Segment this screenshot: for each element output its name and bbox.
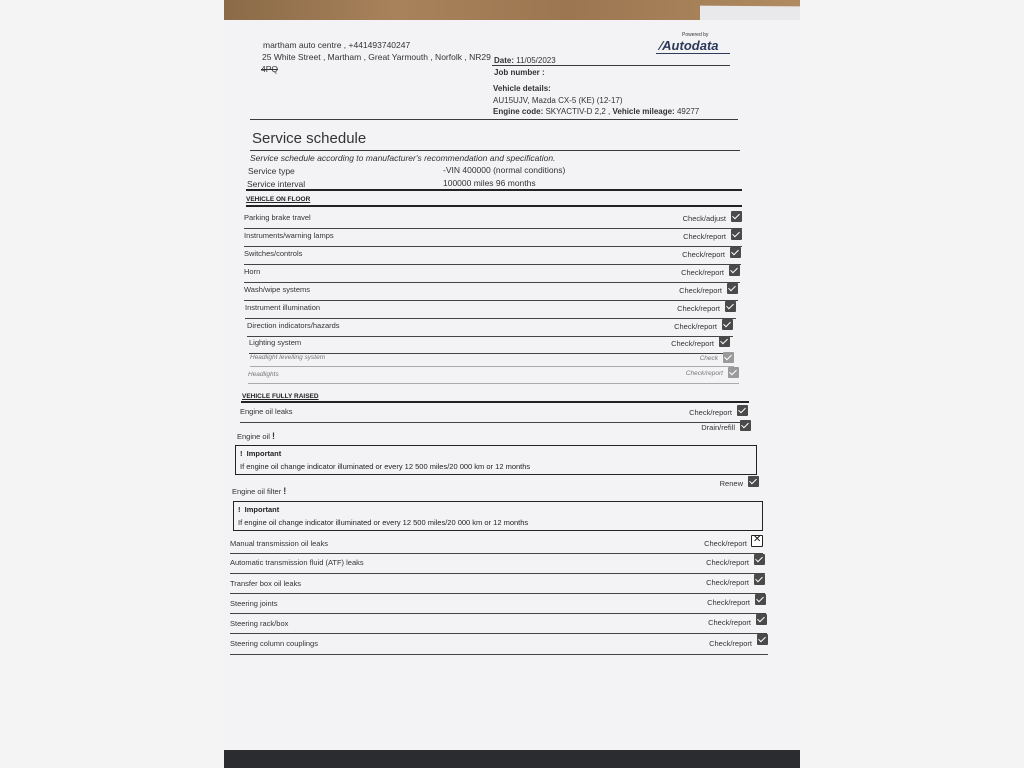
item-label: Instruments/warning lamps xyxy=(244,231,334,240)
checkbox-checked[interactable] xyxy=(731,211,742,222)
checkbox-crossed[interactable] xyxy=(751,535,763,547)
checkbox-checked[interactable] xyxy=(737,405,748,416)
important-text: If engine oil change indicator illuminated or every 12 500 miles/20 000 km or 12 months xyxy=(238,518,529,527)
item-label: Headlights xyxy=(248,371,279,378)
checkbox-checked[interactable] xyxy=(729,265,740,276)
item-label: Wash/wipe systems xyxy=(244,285,310,294)
item-action: Check/report xyxy=(681,268,724,277)
logo-underline xyxy=(656,53,730,54)
list-item xyxy=(245,301,736,319)
address-line-2: 25 White Street , Martham , Great Yarmouth , Norfolk , NR29 xyxy=(262,52,491,62)
item-action: Check/report xyxy=(706,578,749,587)
item-action: Check/report xyxy=(706,558,749,567)
item-label: Steering joints xyxy=(230,599,278,608)
header-rule-1 xyxy=(492,65,730,66)
checkbox-checked[interactable] xyxy=(740,420,751,431)
item-label: Instrument illumination xyxy=(245,303,321,312)
item-action: Check/report xyxy=(685,370,723,377)
item-label: Lighting system xyxy=(249,338,302,347)
header-bottom-rule xyxy=(250,119,738,120)
list-item xyxy=(244,229,742,247)
warning-icon: ! xyxy=(238,505,241,514)
list-item xyxy=(247,319,733,337)
list-item xyxy=(230,634,768,655)
list-item xyxy=(244,283,738,301)
row-divider xyxy=(230,654,768,655)
title-rule xyxy=(250,150,740,151)
item-label: Manual transmission oil leaks xyxy=(230,539,328,548)
item-action: Check/report xyxy=(683,232,726,241)
item-label: Headlight levelling system xyxy=(250,354,326,361)
service-type-value: -VIN 400000 (normal conditions) xyxy=(443,165,566,175)
list-item xyxy=(244,265,740,283)
checkbox-checked[interactable] xyxy=(756,614,767,625)
important-heading: ! Important xyxy=(238,505,280,514)
important-heading: ! Important xyxy=(240,449,282,458)
section-vehicle-on-floor: VEHICLE ON FLOOR xyxy=(246,196,311,203)
item-label: Engine oil ! xyxy=(237,431,275,441)
checkbox-checked[interactable] xyxy=(728,367,739,378)
checkbox-checked[interactable] xyxy=(754,574,765,585)
service-interval-value: 100000 miles 96 months xyxy=(443,178,536,188)
item-label: Steering rack/box xyxy=(230,619,289,628)
item-action: Check/report xyxy=(708,618,751,627)
checkbox-checked[interactable] xyxy=(725,301,736,312)
service-type-label: Service type xyxy=(248,166,295,176)
service-interval-label: Service interval xyxy=(247,179,306,189)
checkbox-checked[interactable] xyxy=(722,319,733,330)
address-line-3: 4PQ xyxy=(261,64,279,74)
item-action: Check/report xyxy=(679,286,722,295)
powered-by-text: Powered by xyxy=(682,32,709,38)
vehicle-details-value: AU15UJV, Mazda CX-5 (KE) (12-17) xyxy=(493,96,623,105)
service-sheet xyxy=(224,20,800,750)
list-item xyxy=(250,352,734,367)
checkbox-checked[interactable] xyxy=(719,336,730,347)
item-label: Transfer box oil leaks xyxy=(230,579,302,588)
item-action: Check xyxy=(699,355,718,362)
vehicle-details-label: Vehicle details: xyxy=(493,84,551,93)
item-label: Engine oil filter ! xyxy=(232,486,287,496)
section-floor-rule xyxy=(246,205,742,207)
list-item xyxy=(230,574,765,594)
engine-mileage-line: Engine code: SKYACTIV-D 2,2 , Vehicle mileage: 49277 xyxy=(493,107,700,116)
item-action: Check/report xyxy=(682,250,725,259)
warning-icon: ! xyxy=(240,449,243,458)
important-text: If engine oil change indicator illuminated or every 12 500 miles/20 000 km or 12 months xyxy=(240,462,531,471)
item-label: Steering column couplings xyxy=(230,639,318,648)
date-field: Date: 11/05/2023 xyxy=(494,56,556,65)
autodata-logo: ⁄Autodata xyxy=(660,38,719,53)
item-action: Check/report xyxy=(674,322,717,331)
list-item xyxy=(248,367,739,384)
list-item xyxy=(244,211,742,229)
checkbox-checked[interactable] xyxy=(755,594,766,605)
item-action: Renew xyxy=(719,479,743,488)
item-label: Switches/controls xyxy=(244,249,303,258)
item-action: Check/report xyxy=(689,408,732,417)
item-label: Engine oil leaks xyxy=(240,407,293,416)
section-vehicle-fully-raised: VEHICLE FULLY RAISED xyxy=(242,393,319,400)
item-action: Check/report xyxy=(704,539,747,548)
item-action: Check/report xyxy=(677,304,720,313)
checkbox-checked[interactable] xyxy=(757,634,768,645)
checkbox-checked[interactable] xyxy=(723,352,734,363)
schedule-subtitle: Service schedule according to manufacturer's recommendation and specification. xyxy=(250,153,556,163)
list-item xyxy=(244,247,741,265)
item-label: Horn xyxy=(244,267,261,276)
warning-icon: ! xyxy=(271,431,275,441)
list-item xyxy=(230,535,763,554)
checkbox-checked[interactable] xyxy=(748,476,759,487)
checkbox-checked[interactable] xyxy=(727,283,738,294)
item-label: Direction indicators/hazards xyxy=(247,321,340,330)
list-item xyxy=(230,614,767,634)
interval-rule xyxy=(246,189,742,191)
item-action: Check/adjust xyxy=(682,214,726,223)
list-item xyxy=(232,476,759,498)
item-label: Automatic transmission fluid (ATF) leaks xyxy=(230,558,364,567)
item-action: Drain/refill xyxy=(701,423,735,432)
item-action: Check/report xyxy=(671,339,714,348)
list-item xyxy=(230,554,765,574)
schedule-title: Service schedule xyxy=(252,130,367,147)
section-raised-rule xyxy=(241,401,749,403)
checkbox-checked[interactable] xyxy=(754,554,765,565)
checkbox-checked[interactable] xyxy=(731,229,742,240)
item-action: Check/report xyxy=(709,639,752,648)
address-line-1: martham auto centre , +441493740247 xyxy=(263,40,411,50)
job-number-label: Job number : xyxy=(494,68,545,77)
warning-icon: ! xyxy=(283,486,287,496)
important-notice xyxy=(235,445,757,475)
checkbox-checked[interactable] xyxy=(730,247,741,258)
list-item xyxy=(237,420,751,442)
item-action: Check/report xyxy=(707,598,750,607)
row-divider xyxy=(248,383,739,384)
item-label: Parking brake travel xyxy=(244,213,311,222)
list-item xyxy=(230,594,766,614)
important-notice xyxy=(233,501,763,531)
